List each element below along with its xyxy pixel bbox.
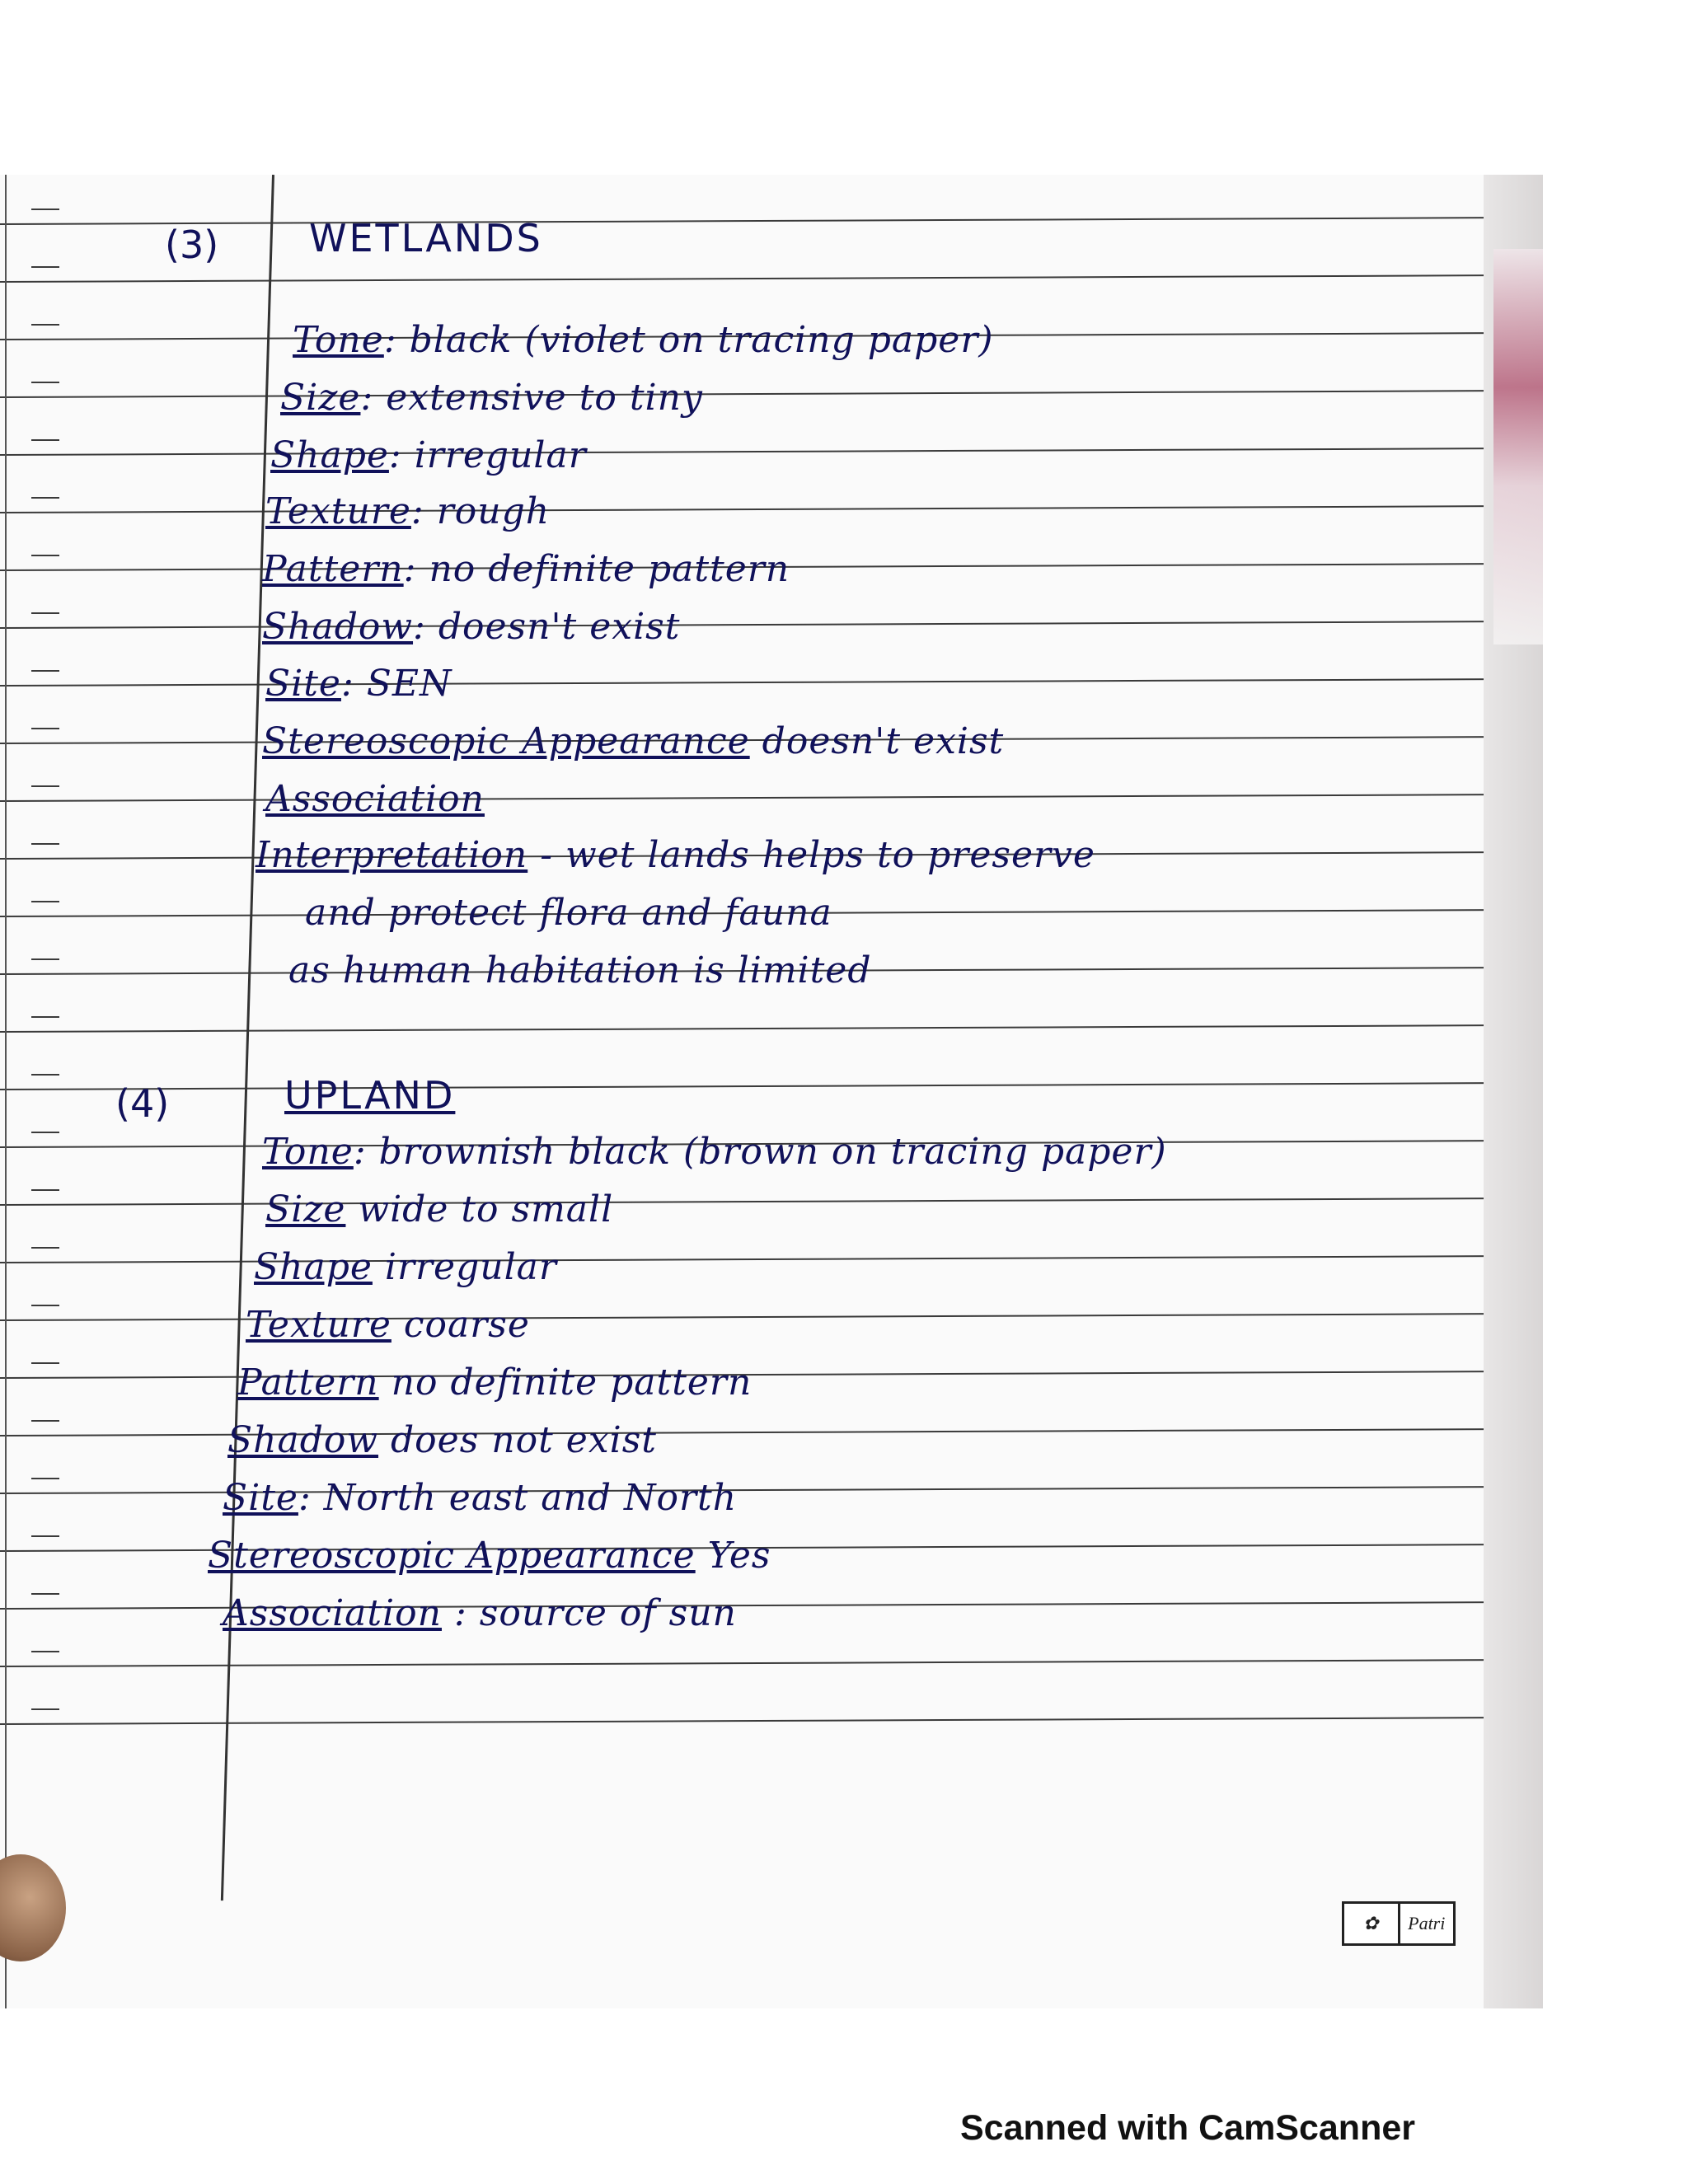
binding-mark	[31, 1708, 59, 1710]
upland-tone: Tone: brownish black (brown on tracing paper)	[262, 1131, 1167, 1173]
wetlands-shadow: Shadow: doesn't exist	[262, 606, 681, 648]
ruled-line	[0, 794, 1521, 802]
ruled-line	[0, 1255, 1521, 1263]
ruled-line	[0, 1024, 1521, 1033]
wetlands-interpretation-cont: and protect flora and fauna	[305, 892, 832, 934]
brand-name: Patri	[1408, 1913, 1446, 1933]
ruled-line	[0, 274, 1521, 283]
lotus-icon: ✿	[1344, 1904, 1400, 1943]
wetlands-interpretation: Interpretation - wet lands helps to preserve	[256, 834, 1095, 876]
binding-mark	[31, 439, 59, 441]
ruled-line	[0, 1313, 1521, 1321]
binding-mark	[31, 1651, 59, 1652]
ruled-line	[0, 390, 1521, 398]
binding-mark	[31, 728, 59, 729]
binding-mark	[31, 1305, 59, 1306]
upland-pattern: Pattern no definite pattern	[237, 1361, 753, 1404]
notebook-page	[0, 175, 1543, 2008]
wetlands-tone: Tone: black (violet on tracing paper)	[293, 319, 994, 361]
upland-association: Association : source of sun	[223, 1592, 737, 1634]
binding-mark	[31, 497, 59, 499]
wetlands-interpretation-cont: as human habitation is limited	[288, 949, 872, 991]
binding-mark	[31, 1247, 59, 1249]
binding-mark	[31, 324, 59, 326]
upland-shape: Shape irregular	[254, 1246, 557, 1288]
ruled-line	[0, 505, 1521, 513]
upland-size: Size wide to small	[265, 1188, 614, 1230]
ruled-line	[0, 1082, 1521, 1090]
binding-mark	[31, 843, 59, 845]
binding-mark	[31, 612, 59, 614]
left-binding-line	[5, 175, 7, 2008]
wetlands-site: Site: SEN	[265, 663, 452, 705]
binding-mark	[31, 555, 59, 556]
binding-mark	[31, 266, 59, 268]
wetlands-pattern: Pattern: no definite pattern	[262, 548, 790, 590]
binding-mark	[31, 1420, 59, 1422]
wetlands-association: Association	[265, 778, 485, 820]
binding-mark	[31, 209, 59, 210]
underlying-page-edge	[1484, 175, 1543, 2008]
binding-mark	[31, 1478, 59, 1479]
ruled-line	[0, 678, 1521, 687]
ruled-line	[0, 621, 1521, 629]
wetlands-texture: Texture: rough	[265, 490, 551, 532]
upland-shadow: Shadow does not exist	[227, 1419, 657, 1461]
ruled-line	[0, 448, 1521, 456]
section-heading: UPLAND	[284, 1073, 456, 1118]
binding-mark	[31, 670, 59, 672]
section-number: (4)	[115, 1081, 170, 1126]
binding-mark	[31, 1535, 59, 1537]
ruled-line	[0, 1197, 1521, 1206]
colored-cover-edge	[1493, 249, 1543, 644]
wetlands-shape: Shape: irregular	[270, 434, 587, 476]
binding-mark	[31, 1074, 59, 1076]
notebook-brand-logo	[1342, 1901, 1456, 1946]
section-heading: WETLANDS	[309, 216, 543, 260]
section-number: (3)	[165, 223, 219, 267]
binding-mark	[31, 1593, 59, 1595]
binding-mark	[31, 958, 59, 960]
binding-mark	[31, 1132, 59, 1133]
upland-texture: Texture coarse	[246, 1304, 530, 1346]
upland-site: Site: North east and North	[223, 1477, 738, 1519]
binding-mark	[31, 785, 59, 787]
binding-mark	[31, 382, 59, 383]
scan-watermark: Scanned with CamScanner	[960, 2108, 1415, 2148]
binding-mark	[31, 1016, 59, 1018]
ruled-line	[0, 1371, 1521, 1379]
wetlands-size: Size: extensive to tiny	[280, 377, 703, 419]
binding-mark	[31, 1362, 59, 1364]
wetlands-stereoscopic: Stereoscopic Appearance doesn't exist	[262, 720, 1005, 762]
ruled-line	[0, 217, 1521, 225]
binding-mark	[31, 901, 59, 902]
upland-stereoscopic: Stereoscopic Appearance Yes	[208, 1535, 771, 1577]
page-margin-line	[221, 175, 274, 1900]
binding-mark	[31, 1189, 59, 1191]
